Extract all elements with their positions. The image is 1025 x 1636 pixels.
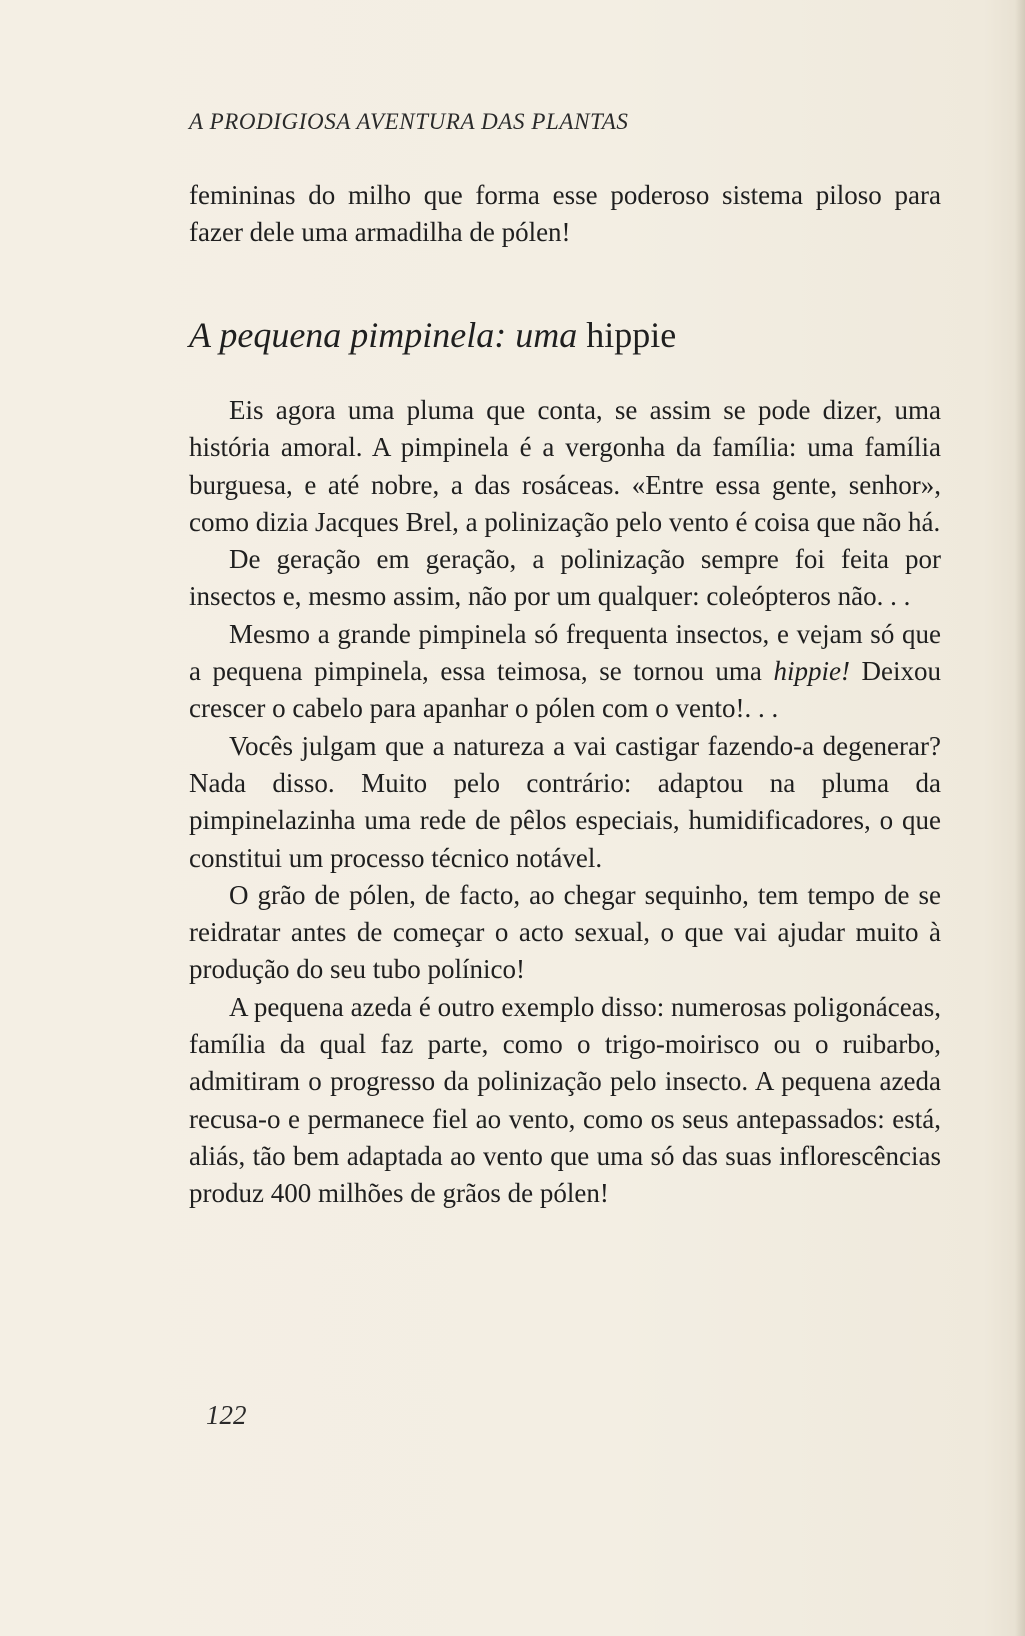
intro-paragraph: femininas do milho que forma esse poderoso sistema piloso para fazer dele uma armadilha de pólen! [189,180,941,248]
paragraph-3 [189,616,941,728]
section-body [189,392,941,1213]
section-heading-italic: A pequena pimpinela: uma [189,315,578,355]
paragraph-3-start: Mesmo a grande pimpinela só frequenta insectos, e vejam só que a pequena pimpinela, essa teimosa, se tornou uma [189,618,941,687]
section-heading-roman: hippie [586,315,677,355]
paragraph-4: Vocês julgam que a natureza a vai castigar fazendo-a degenerar? Nada disso. Muito pelo contrário: adaptou na pluma da pimpinelazinha uma rede de pêlos especiais, humidificadores, o que constitui um processo técnico notável. [189,730,941,873]
paragraph-3-italic: hippie! [773,656,850,687]
paragraph-5: O grão de pólen, de facto, ao chegar sequinho, tem tempo de se reidratar antes de começar o acto sexual, o que vai ajudar muito à produção do seu tubo polínico! [189,879,941,985]
section-heading [189,313,676,357]
page-number: 122 [206,1400,247,1430]
running-head: A PRODIGIOSA AVENTURA DAS PLANTAS [189,109,629,134]
intro-paragraph-block [189,177,941,252]
paragraph-6: A pequena azeda é outro exemplo disso: numerosas poligonáceas, família da qual faz parte, como o trigo-moirisco ou o ruibarbo, admitiram o progresso da polinização pelo insecto. A pequena azeda recusa-o e permanece fiel ao vento, como os seus antepassados: está, aliás, tão bem adaptada ao vento que uma só das suas inflorescências produz 400 milhões de grãos de pólen! [189,991,941,1209]
paragraph-3-end: Deixou crescer o cabelo para apanhar o pólen com o vento!. . . [189,656,941,724]
paragraph-1: Eis agora uma pluma que conta, se assim se pode dizer, uma história amoral. A pimpinela é a vergonha da família: uma família burguesa, e até nobre, a das rosáceas. «Entre essa gente, senhor», como dizia Jacques Brel, a polinização pelo vento é coisa que não há. [189,395,941,537]
page-edge-shadow [1015,0,1025,1636]
paragraph-2: De geração em geração, a polinização sempre foi feita por insectos e, mesmo assim, não por um qualquer: coleópteros não. . . [189,544,941,612]
